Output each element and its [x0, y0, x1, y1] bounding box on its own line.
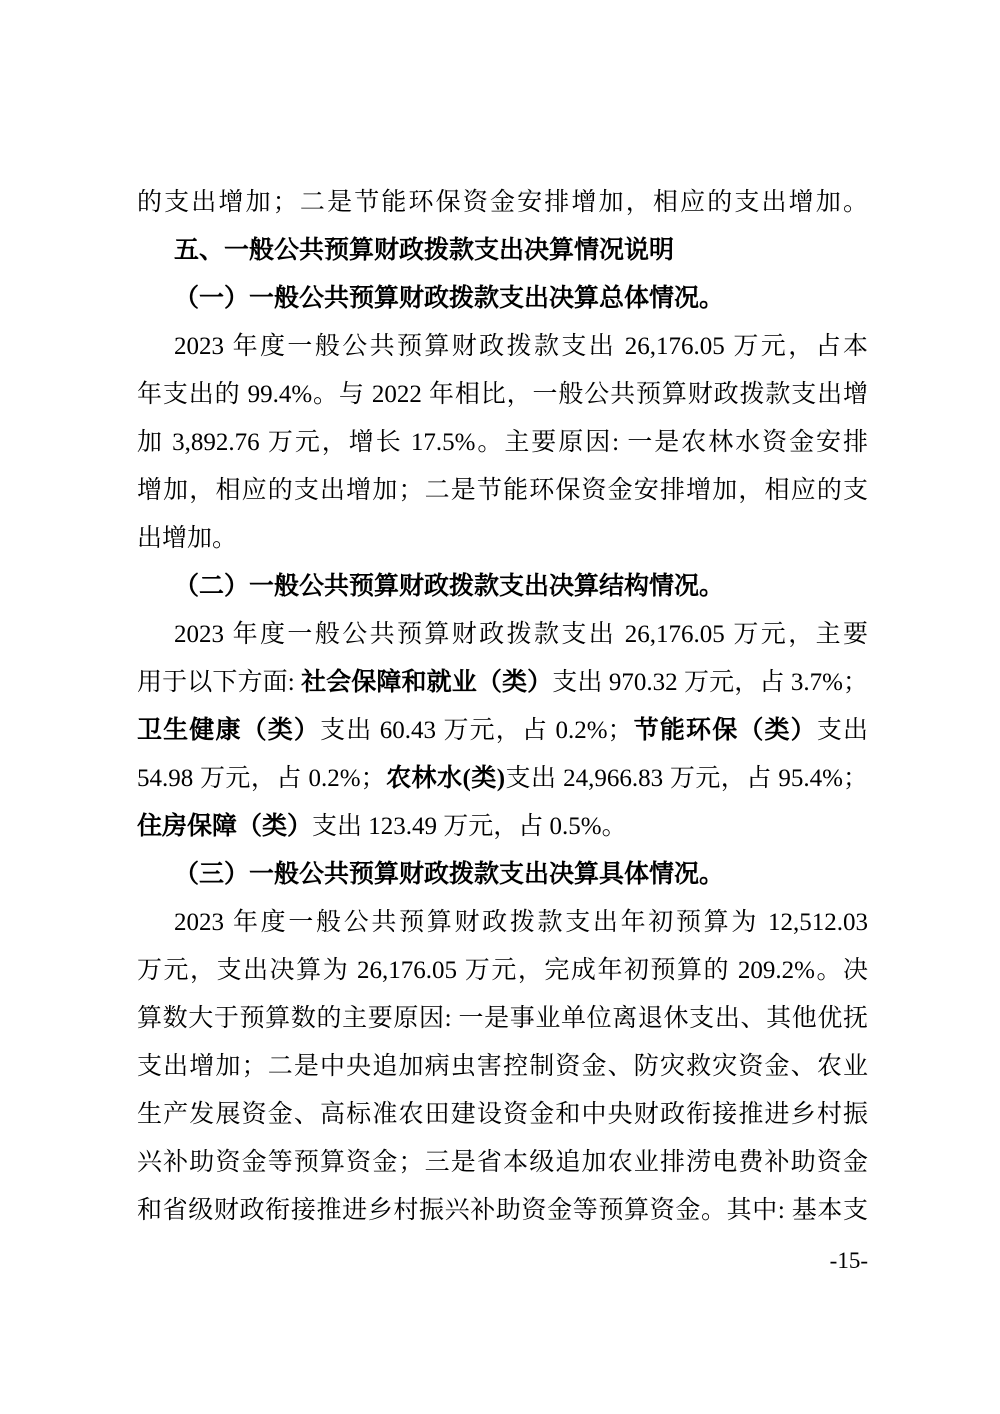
text-run: 支出 — [816, 717, 868, 744]
text-run: 54.98 万元，占 0.2%； — [137, 765, 386, 792]
text-run: 用于以下方面: — [137, 669, 302, 696]
paragraph-line — [137, 1043, 868, 1091]
paragraph-line — [137, 659, 868, 707]
text-run: 支出 24,966.83 万元，占 95.4%； — [505, 765, 869, 792]
paragraph-line — [137, 371, 868, 419]
paragraph-line — [137, 419, 868, 467]
text-run: 的支出增加；二是节能环保资金安排增加，相应的支出增加。 — [137, 189, 868, 216]
category-name: 节能环保（类） — [632, 717, 817, 744]
subsection-heading — [137, 851, 868, 899]
text-run: 出增加。 — [137, 525, 238, 552]
text-run: 增加，相应的支出增加；二是节能环保资金安排增加，相应的支 — [137, 477, 868, 504]
text-run: 2023 年度一般公共预算财政拨款支出年初预算为 12,512.03 — [174, 909, 868, 936]
text-run: 兴补助资金等预算资金；三是省本级追加农业排涝电费补助资金 — [137, 1149, 868, 1176]
paragraph-line — [137, 467, 868, 515]
text-run: 万元，支出决算为 26,176.05 万元，完成年初预算的 209.2%。决 — [137, 957, 868, 984]
category-name: 社会保障和就业（类） — [301, 669, 553, 696]
text-run: 2023 年度一般公共预算财政拨款支出 26,176.05 万元，主要 — [174, 621, 868, 648]
text-run: 生产发展资金、高标准农田建设资金和中央财政衔接推进乡村振 — [137, 1101, 868, 1128]
paragraph-line — [137, 803, 868, 851]
paragraph-line — [137, 947, 868, 995]
text-run: 和省级财政衔接推进乡村振兴补助资金等预算资金。其中: 基本支 — [137, 1197, 868, 1224]
subsection-heading — [137, 563, 868, 611]
text-run: 支出增加；二是中央追加病虫害控制资金、防灾救灾资金、农业 — [137, 1053, 868, 1080]
text-run: 五、一般公共预算财政拨款支出决算情况说明 — [174, 237, 675, 264]
document-body — [137, 179, 868, 1235]
text-run: 加 3,892.76 万元，增长 17.5%。主要原因: 一是农林水资金安排 — [137, 429, 868, 456]
paragraph-line — [137, 323, 868, 371]
text-run: （三）一般公共预算财政拨款支出决算具体情况。 — [174, 861, 725, 888]
text-run: 2023 年度一般公共预算财政拨款支出 26,176.05 万元，占本 — [174, 333, 868, 360]
page-number: -15- — [829, 1248, 868, 1273]
section-heading — [137, 227, 868, 275]
paragraph-line — [137, 995, 868, 1043]
category-name: 农林水(类) — [385, 765, 506, 792]
paragraph-line — [137, 1139, 868, 1187]
paragraph-line — [137, 1187, 868, 1235]
text-run: 支出 123.49 万元，占 0.5%。 — [312, 813, 627, 840]
paragraph-line — [137, 515, 868, 563]
subsection-heading — [137, 275, 868, 323]
paragraph-line — [137, 707, 868, 755]
text-run: 算数大于预算数的主要原因: 一是事业单位离退休支出、其他优抚 — [137, 1005, 868, 1032]
text-run: 支出 970.32 万元，占 3.7%； — [552, 669, 868, 696]
text-run: （二）一般公共预算财政拨款支出决算结构情况。 — [174, 573, 725, 600]
paragraph-line — [137, 1091, 868, 1139]
text-run: 年支出的 99.4%。与 2022 年相比，一般公共预算财政拨款支出增 — [137, 381, 868, 408]
paragraph-line — [137, 755, 868, 803]
category-name: 卫生健康（类） — [137, 717, 321, 744]
text-run: （一）一般公共预算财政拨款支出决算总体情况。 — [174, 285, 725, 312]
paragraph-line — [137, 611, 868, 659]
paragraph-line — [137, 899, 868, 947]
paragraph-line — [137, 179, 868, 227]
category-name: 住房保障（类） — [137, 813, 313, 840]
text-run: 支出 60.43 万元，占 0.2%； — [320, 717, 633, 744]
